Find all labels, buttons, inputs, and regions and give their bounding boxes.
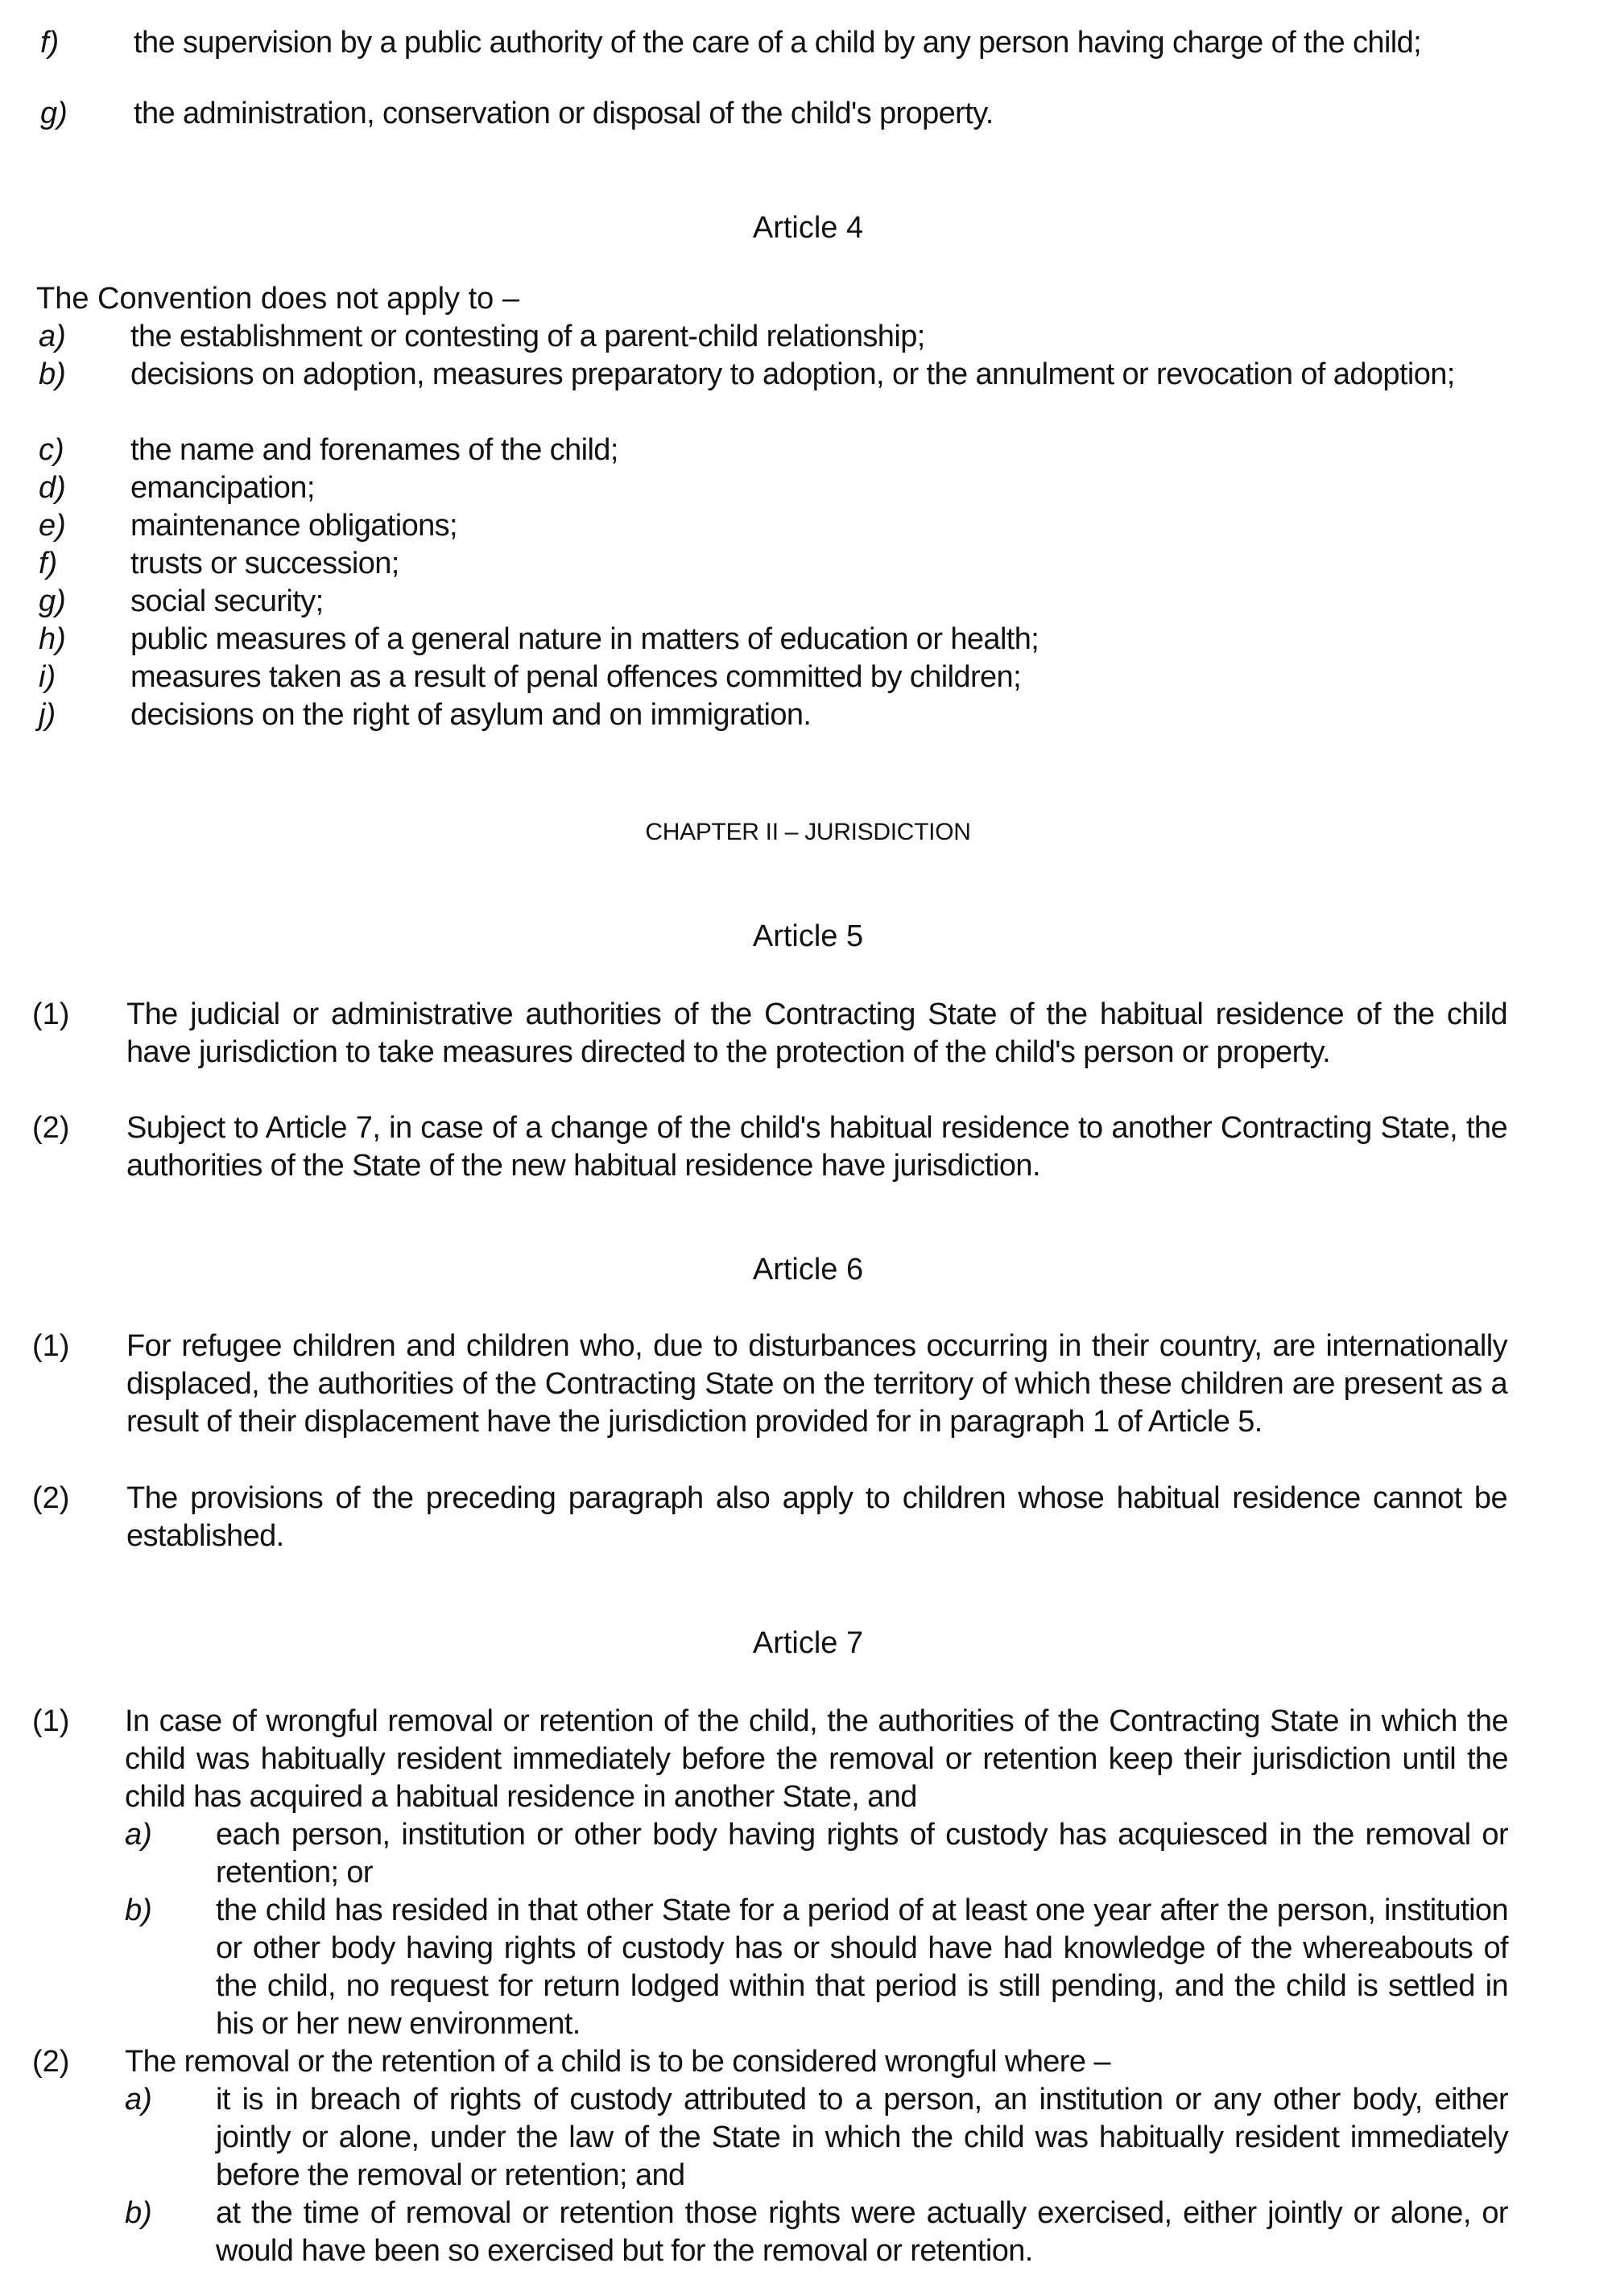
- item-text: the supervision by a public authority of the care of a child by any person having charge of the child;: [134, 26, 1422, 60]
- item-label: e): [39, 509, 66, 543]
- paragraph-number: (2): [32, 1111, 70, 1145]
- paragraph-text: The judicial or administrative authorities of the Contracting State of the habitual residence of the child have jurisdiction to take measures directed to the protection of the child's person or property.: [126, 997, 1507, 1069]
- paragraph-text: For refugee children and children who, due to disturbances occurring in their country, are internationally displaced, the authorities of the Contracting State on the territory of which these children are present as a result of their displacement have the jurisdiction provided for in paragraph 1 of Article 5.: [126, 1329, 1507, 1439]
- item-label: a): [125, 2083, 152, 2116]
- paragraph-number: (1): [32, 1704, 70, 1738]
- item-label: g): [39, 584, 66, 618]
- item-text: decisions on the right of asylum and on immigration.: [130, 698, 812, 732]
- item-label: b): [125, 2196, 152, 2230]
- item-label: i): [39, 660, 56, 694]
- item-label: h): [39, 622, 66, 656]
- article-5-heading: Article 5: [752, 919, 864, 953]
- item-label: a): [125, 1818, 152, 1852]
- item-label: f): [39, 547, 58, 580]
- item-text: each person, institution or other body having rights of custody has acquiesced in the removal or retention; or: [216, 1818, 1508, 1889]
- item-text: public measures of a general nature in matters of education or health;: [130, 622, 1039, 656]
- item-text: the child has resided in that other State for a period of at least one year after the person, institution or other body having rights of custody has or should have had knowledge of the whereabouts of the child, no request for return lodged within that period is still pending, and the child is settled in his or her new environment.: [216, 1893, 1508, 2041]
- item-label: j): [39, 698, 56, 732]
- article-6-heading: Article 6: [752, 1253, 864, 1286]
- item-label: b): [125, 1893, 152, 1927]
- article-4-lead: The Convention does not apply to –: [36, 282, 519, 316]
- paragraph-text: In case of wrongful removal or retention of the child, the authorities of the Contracting State in which the child was habitually resident immediately before the removal or retention keep their jurisdiction until the child has acquired a habitual residence in another State, and: [125, 1704, 1508, 1814]
- item-label: g): [40, 97, 68, 130]
- item-text: the administration, conservation or disposal of the child's property.: [134, 97, 994, 130]
- item-text: measures taken as a result of penal offences committed by children;: [130, 660, 1022, 694]
- paragraph-number: (2): [32, 2045, 70, 2079]
- item-label: a): [39, 320, 66, 353]
- item-text: it is in breach of rights of custody attributed to a person, an institution or any other body, either jointly or alone, under the law of the State in which the child was habitually resident immediately before the removal or retention; and: [216, 2083, 1508, 2192]
- item-text: the name and forenames of the child;: [130, 433, 618, 467]
- item-label: b): [39, 357, 66, 391]
- item-label: d): [39, 471, 66, 505]
- paragraph-number: (1): [32, 997, 70, 1031]
- item-text: decisions on adoption, measures preparatory to adoption, or the annulment or revocation of adoption;: [130, 357, 1455, 391]
- item-text: emancipation;: [130, 471, 315, 505]
- chapter-heading: CHAPTER II – JURISDICTION: [645, 819, 971, 845]
- item-label: f): [40, 26, 60, 60]
- paragraph-text: Subject to Article 7, in case of a change of the child's habitual residence to another Contracting State, the authorities of the State of the new habitual residence have jurisdiction.: [126, 1111, 1507, 1183]
- paragraph-text: The removal or the retention of a child is to be considered wrongful where –: [125, 2045, 1110, 2079]
- item-text: the establishment or contesting of a parent-child relationship;: [130, 320, 925, 353]
- paragraph-text: The provisions of the preceding paragraph also apply to children whose habitual residence cannot be established.: [126, 1481, 1507, 1553]
- item-label: c): [39, 433, 64, 467]
- article-4-heading: Article 4: [752, 211, 864, 245]
- article-7-heading: Article 7: [752, 1626, 864, 1660]
- item-text: at the time of removal or retention those rights were actually exercised, either jointly or alone, or would have been so exercised but for the removal or retention.: [216, 2196, 1508, 2268]
- item-text: social security;: [130, 584, 324, 618]
- item-text: trusts or succession;: [130, 547, 399, 580]
- paragraph-number: (1): [32, 1329, 70, 1363]
- item-text: maintenance obligations;: [130, 509, 457, 543]
- paragraph-number: (2): [32, 1481, 70, 1515]
